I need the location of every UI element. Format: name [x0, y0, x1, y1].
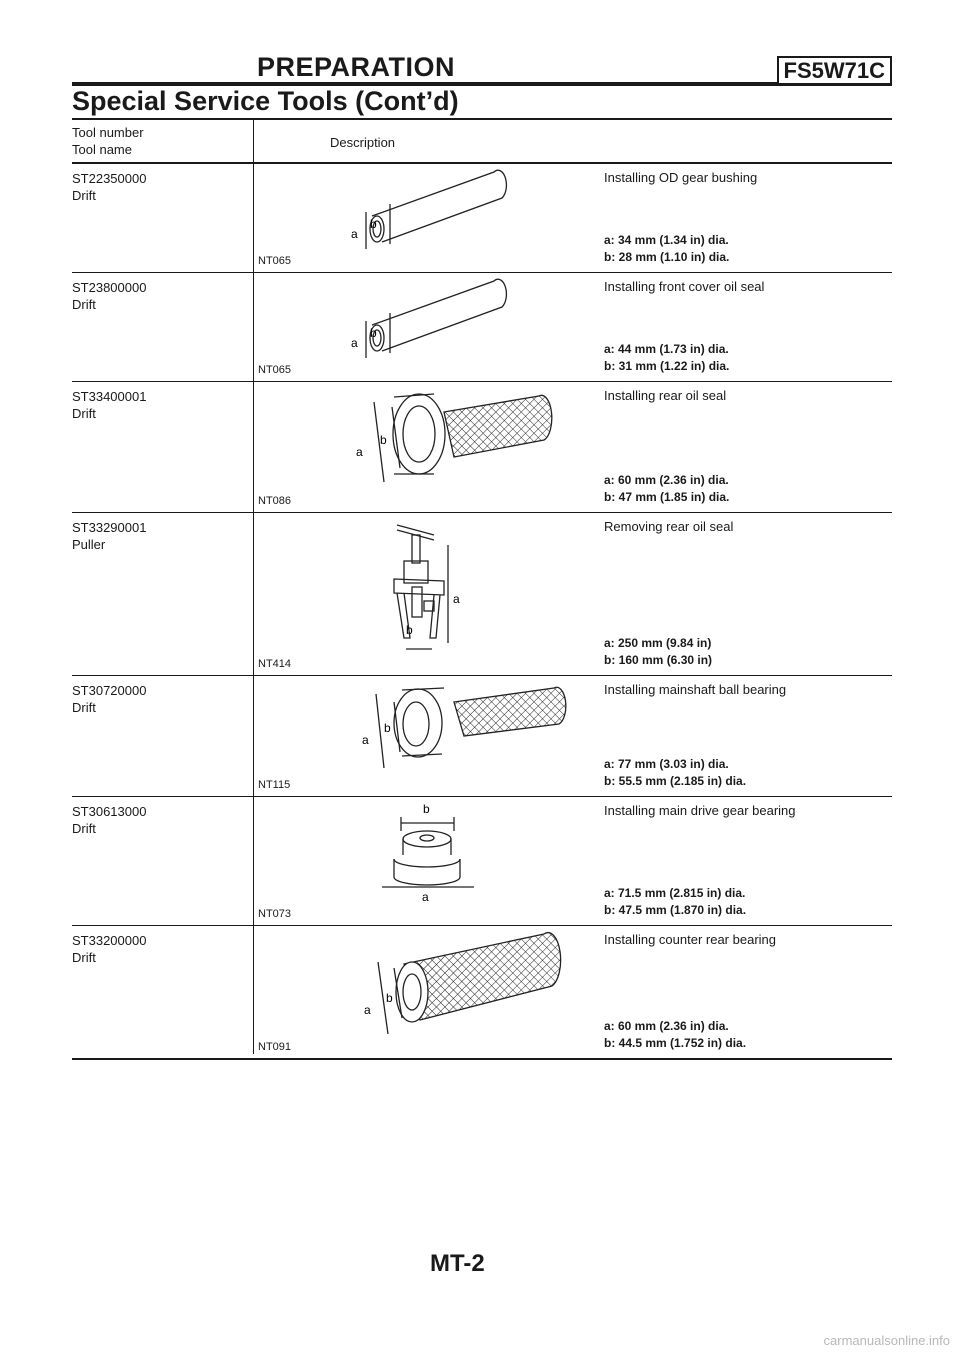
tool-cell — [72, 803, 252, 837]
dimension-label-a: a — [351, 227, 358, 241]
tool-name: Drift — [72, 188, 96, 203]
dimension-label-b: b — [370, 217, 377, 231]
dimension-label-a: a — [422, 890, 429, 904]
dimension-label-b: b — [370, 326, 377, 340]
tool-specs — [604, 472, 729, 506]
spec-a: a: 44 mm (1.73 in) dia. — [604, 342, 729, 356]
tool-description: Removing rear oil seal — [604, 519, 734, 534]
spec-b: b: 31 mm (1.22 in) dia. — [604, 359, 730, 373]
dimension-label-b: b — [384, 721, 391, 735]
figure-code: NT065 — [258, 364, 292, 376]
tool-number: ST30720000 — [72, 683, 147, 698]
tool-illustration — [254, 676, 594, 796]
page-header — [72, 52, 892, 122]
table-row — [72, 273, 892, 382]
stepped-drift-icon — [254, 797, 594, 925]
tool-number: ST30613000 — [72, 804, 147, 819]
tool-specs — [604, 232, 729, 266]
tube-drift-icon — [254, 164, 594, 272]
dimension-label-a: a — [351, 336, 358, 350]
dimension-label-b: b — [406, 623, 413, 637]
dimension-label-a: a — [364, 1003, 371, 1017]
tool-illustration — [254, 273, 594, 381]
tool-cell — [72, 279, 252, 313]
table-row — [72, 164, 892, 273]
tool-specs — [604, 1018, 746, 1052]
header-tool-name: Tool name — [72, 142, 132, 157]
tool-number: ST23800000 — [72, 280, 147, 295]
spec-b: b: 55.5 mm (2.185 in) dia. — [604, 774, 747, 788]
tool-cell — [72, 519, 252, 553]
table-row — [72, 382, 892, 513]
spec-b: b: 44.5 mm (1.752 in) dia. — [604, 1036, 747, 1050]
table-row — [72, 676, 892, 797]
tool-illustration — [254, 513, 594, 675]
spec-a: a: 60 mm (2.36 in) dia. — [604, 1019, 729, 1033]
page-number: MT-2 — [430, 1250, 485, 1277]
spec-a: a: 71.5 mm (2.815 in) dia. — [604, 886, 746, 900]
tube-drift-icon — [254, 273, 594, 381]
header-tool — [72, 124, 252, 158]
tool-description: Installing mainshaft ball bearing — [604, 682, 787, 697]
table-row — [72, 926, 892, 1060]
spec-b: b: 160 mm (6.30 in) — [604, 653, 713, 667]
tool-illustration — [254, 164, 594, 272]
figure-code: NT414 — [258, 658, 292, 670]
tool-cell — [72, 682, 252, 716]
table-row — [72, 513, 892, 676]
tool-specs — [604, 756, 746, 790]
tool-name: Drift — [72, 406, 96, 421]
tool-description: Installing OD gear bushing — [604, 170, 758, 185]
tool-description: Installing rear oil seal — [604, 388, 727, 403]
figure-code: NT115 — [258, 779, 291, 791]
tool-name: Drift — [72, 821, 96, 836]
tool-cell — [72, 388, 252, 422]
knurled-drift-icon — [254, 382, 594, 512]
model-code-badge: FS5W71C — [777, 56, 892, 85]
section-title: PREPARATION — [257, 52, 456, 82]
dimension-label-a: a — [356, 445, 363, 459]
figure-code: NT073 — [258, 908, 292, 920]
knurled-sleeve-drift-icon — [254, 926, 594, 1058]
tool-illustration — [254, 797, 594, 925]
knurled-drift-icon — [254, 676, 594, 796]
spec-b: b: 28 mm (1.10 in) dia. — [604, 250, 730, 264]
figure-code: NT086 — [258, 495, 292, 507]
spec-b: b: 47.5 mm (1.870 in) dia. — [604, 903, 747, 917]
tools-table — [72, 118, 892, 1060]
tool-specs — [604, 635, 712, 669]
tool-description: Installing front cover oil seal — [604, 279, 765, 294]
tool-cell — [72, 170, 252, 204]
dimension-label-b: b — [380, 433, 387, 447]
spec-a: a: 77 mm (3.03 in) dia. — [604, 757, 729, 771]
spec-a: a: 250 mm (9.84 in) — [604, 636, 712, 650]
dimension-label-a: a — [453, 592, 460, 606]
table-row — [72, 797, 892, 926]
dimension-label-a: a — [362, 733, 369, 747]
figure-code: NT091 — [258, 1041, 292, 1053]
tool-name: Puller — [72, 537, 106, 552]
table-header — [72, 118, 892, 164]
tool-cell — [72, 932, 252, 966]
tool-number: ST33200000 — [72, 933, 147, 948]
tool-illustration — [254, 382, 594, 512]
tool-illustration — [254, 926, 594, 1058]
figure-code: NT065 — [258, 255, 292, 267]
tool-number: ST33400001 — [72, 389, 147, 404]
spec-a: a: 60 mm (2.36 in) dia. — [604, 473, 729, 487]
tool-number: ST33290001 — [72, 520, 147, 535]
tool-description: Installing main drive gear bearing — [604, 803, 796, 818]
header-tool-number: Tool number — [72, 125, 144, 140]
tool-specs — [604, 885, 746, 919]
spec-b: b: 47 mm (1.85 in) dia. — [604, 490, 730, 504]
dimension-label-b: b — [423, 802, 430, 816]
tool-name: Drift — [72, 297, 96, 312]
page-subtitle: Special Service Tools (Cont’d) — [72, 86, 459, 116]
spec-a: a: 34 mm (1.34 in) dia. — [604, 233, 729, 247]
watermark: carmanualsonline.info — [823, 1333, 950, 1348]
tool-name: Drift — [72, 700, 96, 715]
dimension-label-b: b — [386, 991, 393, 1005]
tool-description: Installing counter rear bearing — [604, 932, 776, 947]
tool-name: Drift — [72, 950, 96, 965]
tool-number: ST22350000 — [72, 171, 147, 186]
puller-icon — [254, 513, 594, 675]
tool-specs — [604, 341, 729, 375]
header-description: Description — [330, 135, 396, 150]
